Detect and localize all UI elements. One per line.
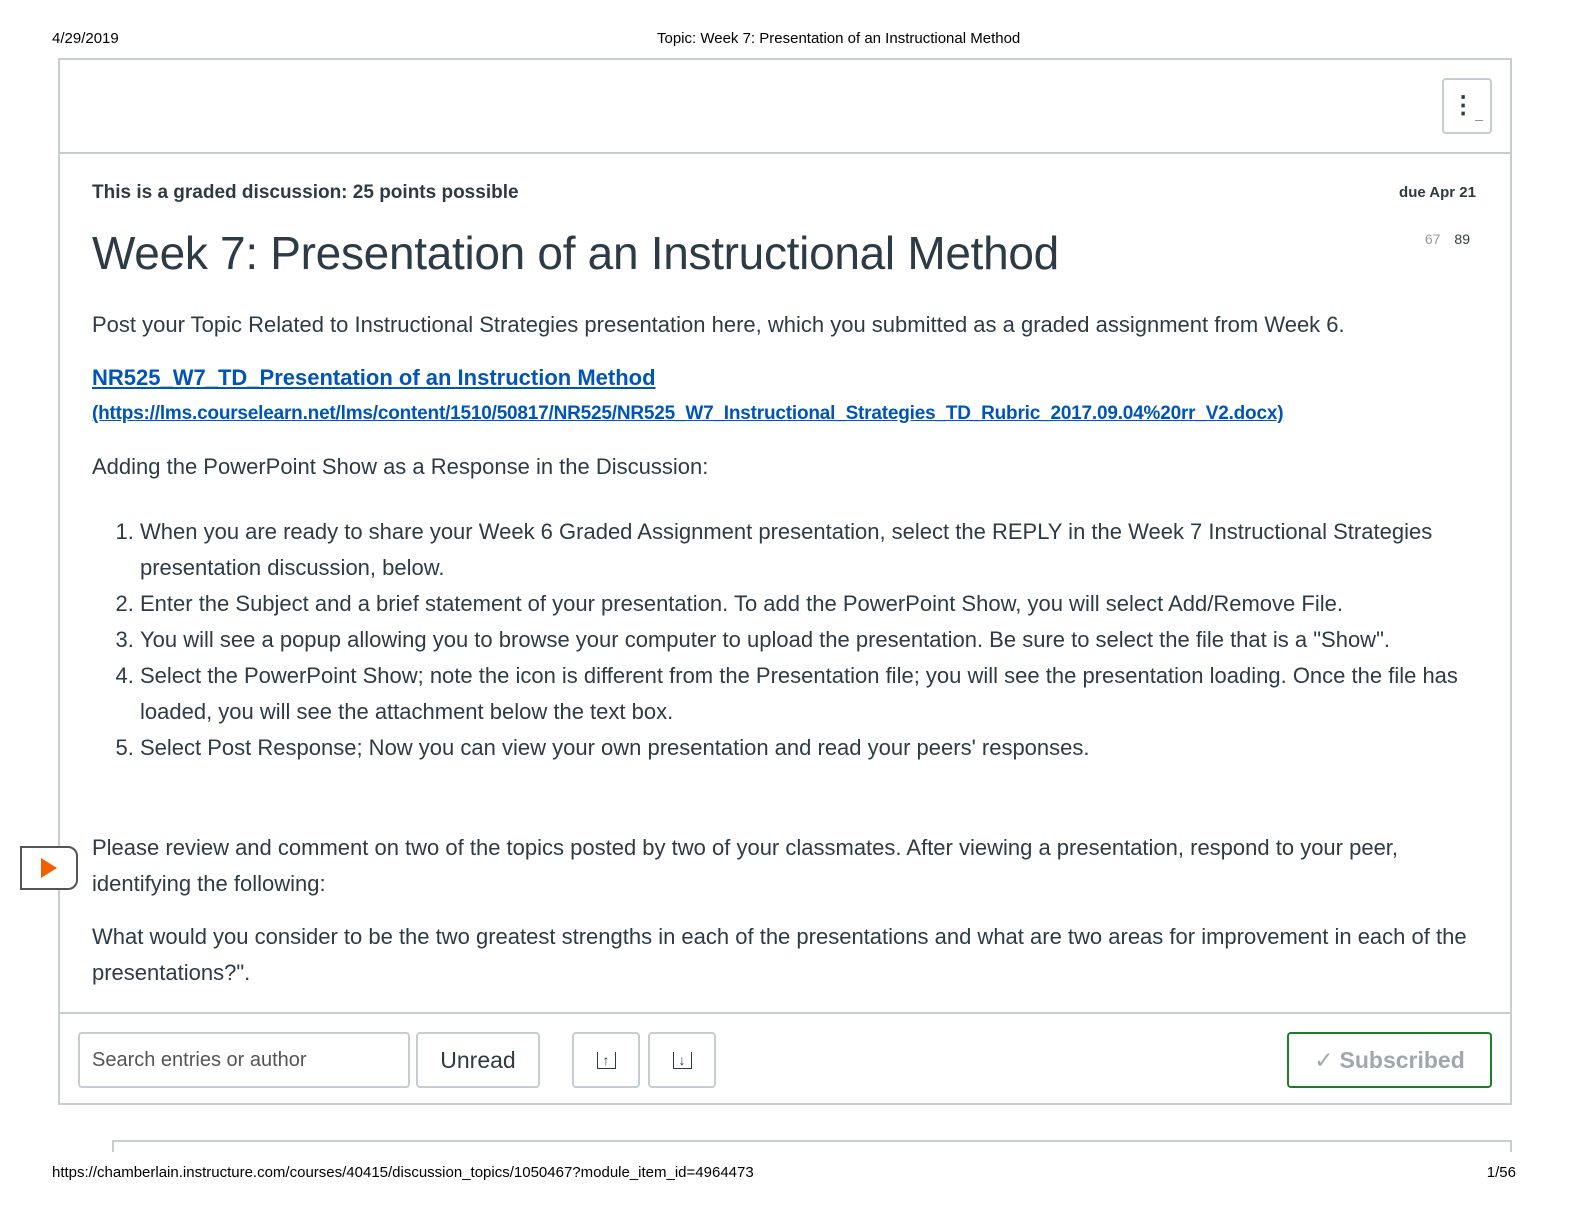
due-date: due Apr 21	[1399, 184, 1476, 201]
graded-info: This is a graded discussion: 25 points possible	[92, 182, 519, 203]
search-input[interactable]: Search entries or author	[78, 1032, 410, 1088]
footer-url: https://chamberlain.instructure.com/courses/40415/discussion_topics/1050467?module_item_id=4964473	[52, 1164, 754, 1181]
list-item: 1. When you are ready to share your Week 6 Graded Assignment presentation, select the REPLY in the Week 7 Instructional Strategies presentation discussion, below.	[140, 514, 1478, 586]
check-icon: ✓	[1314, 1046, 1334, 1073]
subscribed-button[interactable]	[1287, 1032, 1492, 1088]
total-count: 89	[1454, 231, 1470, 247]
list-item: 5. Select Post Response; Now you can view your own presentation and read your peers' responses.	[140, 730, 1478, 766]
list-item: 4. Select the PowerPoint Show; note the icon is different from the Presentation file; you will see the presentation loading. Once the file has loaded, you will see the attachment below the text box.	[140, 658, 1478, 730]
print-title: Topic: Week 7: Presentation of an Instructional Method	[657, 30, 1021, 47]
reply-counts	[1425, 231, 1470, 247]
subscribed-label: Subscribed	[1339, 1046, 1465, 1073]
discussion-card	[58, 58, 1512, 1105]
list-item: 3. You will see a popup allowing you to browse your computer to upload the presentation. Be sure to select the file that is a "Show".	[140, 622, 1478, 658]
question-text: What would you consider to be the two greatest strengths in each of the presentations and what are two areas for improvement in each of the presentations?".	[92, 924, 1467, 985]
page-number: 1/56	[1486, 1164, 1516, 1181]
print-date: 4/29/2019	[52, 30, 119, 47]
rubric-link[interactable]: NR525_W7_TD_Presentation of an Instruction Method	[92, 365, 656, 390]
kebab-icon: $⋮_{\_}$	[1451, 91, 1483, 122]
intro-text: Post your Topic Related to Instructional Strategies presentation here, which you submitted as a graded assignment from Week 6.	[92, 312, 1345, 337]
play-button[interactable]	[20, 846, 78, 890]
list-item: 2. Enter the Subject and a brief statement of your presentation. To add the PowerPoint Show, you will select Add/Remove File.	[140, 586, 1478, 622]
upload-arrow-icon: ↑	[597, 1052, 616, 1069]
steps-list	[92, 514, 1478, 766]
play-icon	[41, 858, 57, 878]
expand-replies-button[interactable]	[648, 1032, 716, 1088]
review-text: Please review and comment on two of the topics posted by two of your classmates. After viewing a presentation, respond to your peer, identifying the following:	[92, 835, 1399, 896]
adding-heading: Adding the PowerPoint Show as a Response in the Discussion:	[92, 454, 709, 479]
download-arrow-icon: ↓	[673, 1052, 692, 1069]
discussion-content	[92, 60, 1478, 1000]
rubric-link-url[interactable]: (https://lms.courselearn.net/lms/content/1510/50817/NR525/NR525_W7_Instructional_Strategies_TD_Rubric_2017.09.04%20rr_V2.docx)	[92, 403, 1284, 424]
discussion-toolbar	[60, 1012, 1510, 1105]
next-entry-edge	[112, 1140, 1512, 1152]
collapse-replies-button[interactable]	[572, 1032, 640, 1088]
unread-button[interactable]: Unread	[416, 1032, 540, 1088]
unread-count: 67	[1424, 231, 1441, 247]
page-title: Week 7: Presentation of an Instructional Method	[92, 227, 1059, 279]
